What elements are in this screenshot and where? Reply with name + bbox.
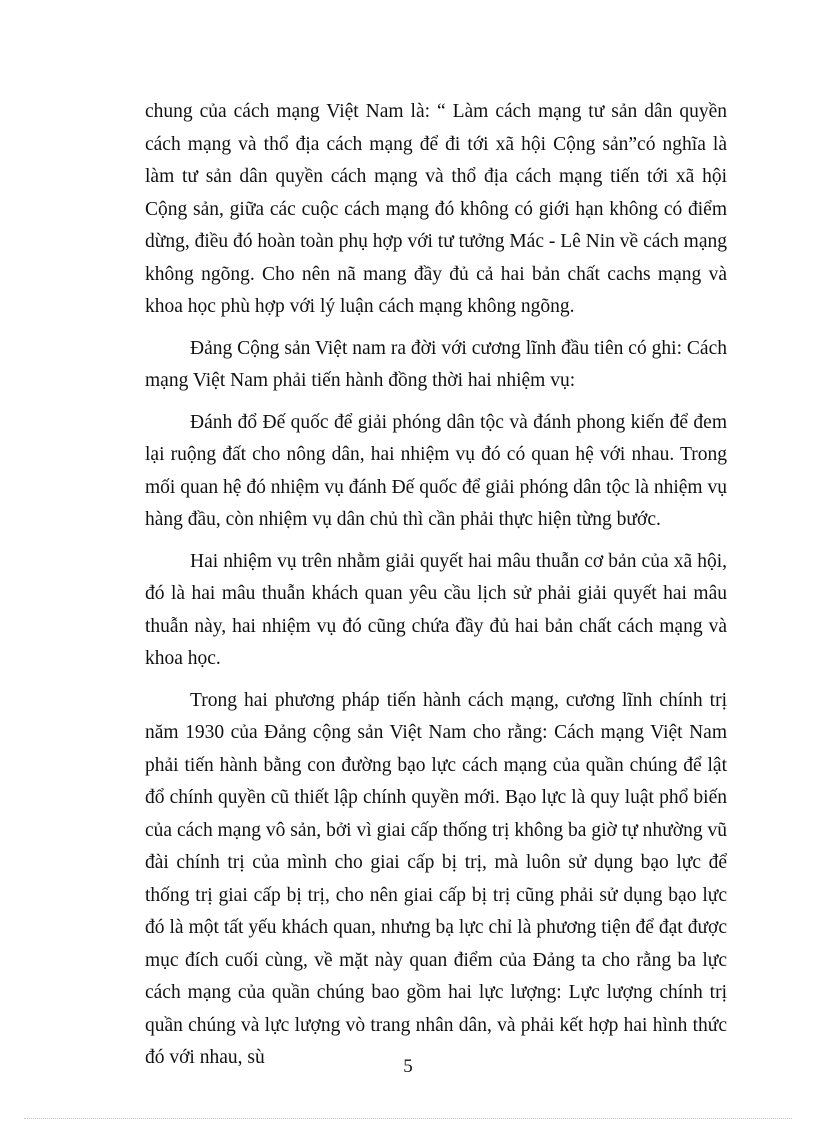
page-bottom-divider bbox=[24, 1118, 792, 1119]
body-text bbox=[145, 96, 727, 1084]
paragraph-1: chung của cách mạng Việt Nam là: “ Làm cách mạng tư sản dân quyền cách mạng và thổ địa cách mạng để đi tới xã hội Cộng sản”có nghĩa là làm tư sản dân quyền cách mạng và thổ địa cách mạng tiến tới xã hội Cộng sản, giữa các cuộc cách mạng đó không có giới hạn không có điểm dừng, điều đó hoàn toàn phụ hợp với tư tưởng Mác - Lê Nin về cách mạng không ngõng. Cho nên nã mang đầy đủ cả hai bản chất cachs mạng và khoa học phù hợp với lý luận cách mạng không ngõng. bbox=[145, 101, 727, 317]
paragraph-2: Đảng Cộng sản Việt nam ra đời với cương lĩnh đầu tiên có ghi: Cách mạng Việt Nam phải tiến hành đồng thời hai nhiệm vụ: bbox=[145, 337, 727, 391]
paragraph-5: Trong hai phương pháp tiến hành cách mạng, cương lĩnh chính trị năm 1930 của Đảng cộng sản Việt Nam cho rằng: Cách mạng Việt Nam phải tiến hành bằng con đường bạo lực cách mạng của quần chúng để lật đổ chính quyền cũ thiết lập chính quyền mới. Bạo lực là quy luật phổ biến của cách mạng vô sản, bởi vì giai cấp thống trị không ba giờ tự nhường vũ đài chính trị của mình cho giai cấp bị trị, mà luôn sử dụng bạo lực để thống trị giai cấp bị trị, cho nên giai cấp bị trị cũng phải sử dụng bạo lực đó là một tất yếu khách quan, nhưng bạ lực chỉ là phương tiện để đạt được mục đích cuối cùng, về mặt này quan điểm của Đảng ta cho rằng ba lực cách mạng của quần chúng bao gồm hai lực lượng: Lực lượng chính trị quần chúng và lực lượng vò trang nhân dân, và phải kết hợp hai hình thức đó với nhau, sù bbox=[145, 689, 727, 1068]
paragraph-3: Đánh đổ Đế quốc để giải phóng dân tộc và đánh phong kiến để đem lại ruộng đất cho nông dân, hai nhiệm vụ đó có quan hệ với nhau. Trong mối quan hệ đó nhiệm vụ đánh Đế quốc để giải phóng dân tộc là nhiệm vụ hàng đầu, còn nhiệm vụ dân chủ thì cần phải thực hiện từng bước. bbox=[145, 411, 727, 530]
page-number: 5 bbox=[403, 1056, 413, 1077]
paragraph-4: Hai nhiệm vụ trên nhằm giải quyết hai mâu thuẫn cơ bản của xã hội, đó là hai mâu thuẫn khách quan yêu cầu lịch sử phải giải quyết hai mâu thuẫn này, hai nhiệm vụ đó cũng chứa đầy đủ hai bản chất cách mạng và khoa học. bbox=[145, 550, 727, 669]
